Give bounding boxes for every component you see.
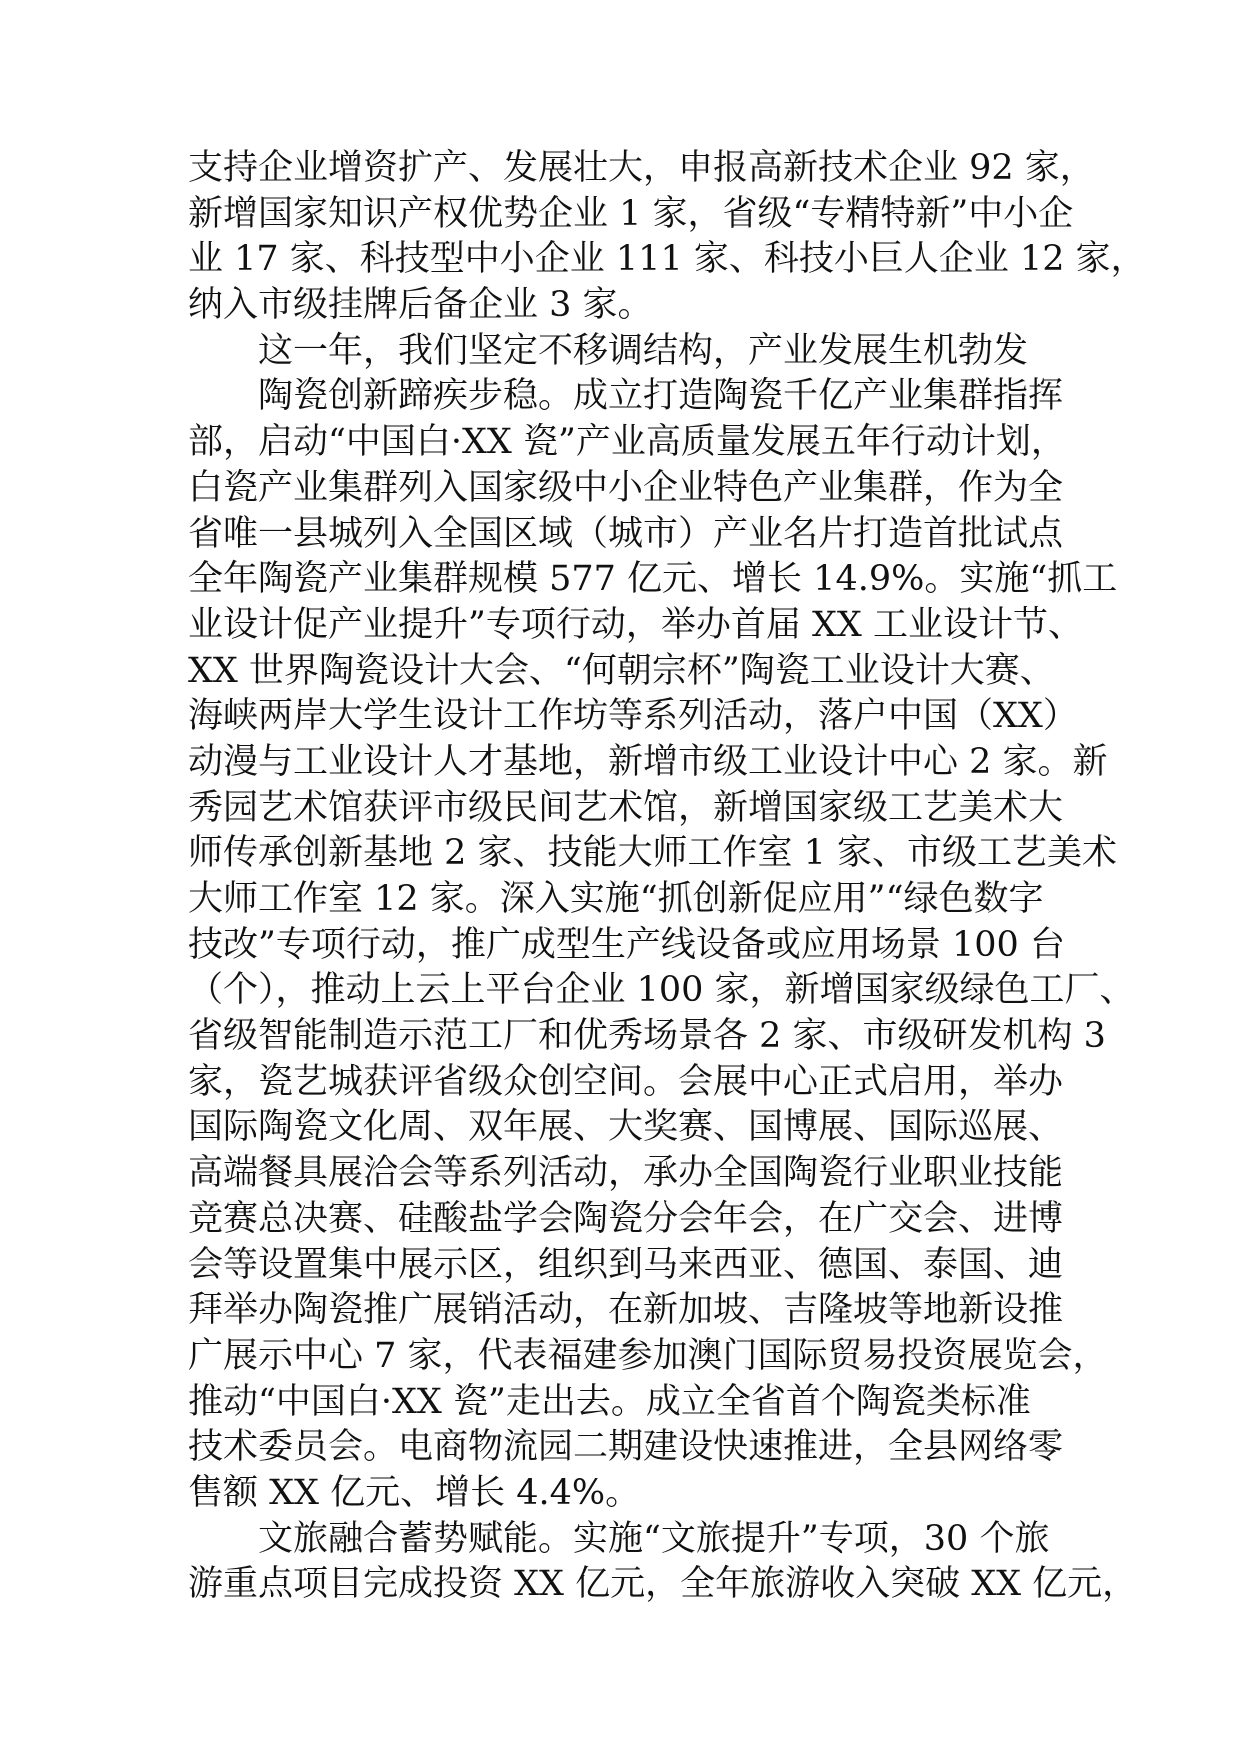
document-body — [188, 146, 1146, 1608]
text-line: 业 17 家、科技型中小企业 111 家、科技小巨人企业 12 家， — [188, 239, 1146, 280]
text-line: 会等设置集中展示区，组织到马来西亚、德国、泰国、迪 — [188, 1244, 1064, 1285]
text-line: 大师工作室 12 家。深入实施“抓创新促应用”“绿色数字 — [188, 879, 1044, 919]
text-line: 秀园艺术馆获评市级民间艺术馆，新增国家级工艺美术大 — [188, 787, 1064, 828]
text-line: 拜举办陶瓷推广展销活动，在新加坡、吉隆坡等地新设推 — [188, 1290, 1064, 1331]
text-line: 业设计促产业提升”专项行动，举办首届 XX 工业设计节、 — [188, 604, 1083, 645]
text-line: 推动“中国白·XX 瓷”走出去。成立全省首个陶瓷类标准 — [188, 1381, 1031, 1422]
text-line: 广展示中心 7 家，代表福建参加澳门国际贸易投资展览会， — [188, 1335, 1108, 1376]
text-line: 文旅融合蓄势赋能。实施“文旅提升”专项，30 个旅 — [258, 1518, 1050, 1559]
text-line: 售额 XX 亿元、增长 4.4%。 — [188, 1472, 641, 1513]
text-line: 国际陶瓷文化周、双年展、大奖赛、国博展、国际巡展、 — [188, 1107, 1064, 1148]
text-line: 省级智能制造示范工厂和优秀场景各 2 家、市级研发机构 3 — [188, 1016, 1106, 1057]
text-line: 省唯一县城列入全国区域（城市）产业名片打造首批试点 — [188, 513, 1064, 554]
text-line: 师传承创新基地 2 家、技能大师工作室 1 家、市级工艺美术 — [188, 833, 1118, 874]
text-line: 游重点项目完成投资 XX 亿元，全年旅游收入突破 XX 亿元， — [188, 1564, 1138, 1605]
text-line: 技术委员会。电商物流园二期建设快速推进，全县网络零 — [188, 1427, 1064, 1468]
text-line: 白瓷产业集群列入国家级中小企业特色产业集群，作为全 — [188, 467, 1064, 508]
text-line: 纳入市级挂牌后备企业 3 家。 — [188, 285, 653, 326]
text-line: 新增国家知识产权优势企业 1 家，省级“专精特新”中小企 — [188, 193, 1074, 234]
text-line: 海峡两岸大学生设计工作坊等系列活动，落户中国（XX） — [188, 696, 1078, 737]
text-line: 高端餐具展洽会等系列活动，承办全国陶瓷行业职业技能 — [188, 1153, 1064, 1194]
text-line: 全年陶瓷产业集群规模 577 亿元、增长 14.9%。实施“抓工 — [188, 559, 1118, 600]
text-line: 这一年，我们坚定不移调结构，产业发展生机勃发 — [258, 330, 1029, 371]
text-line: （个），推动上云上平台企业 100 家，新增国家级绿色工厂、 — [188, 970, 1135, 1011]
text-line: XX 世界陶瓷设计大会、“何朝宗杯”陶瓷工业设计大赛、 — [188, 650, 1055, 691]
text-line: 支持企业增资扩产、发展壮大，申报高新技术企业 92 家， — [188, 148, 1095, 188]
text-line: 竞赛总决赛、硅酸盐学会陶瓷分会年会，在广交会、进博 — [188, 1198, 1064, 1239]
text-line: 技改”专项行动，推广成型生产线设备或应用场景 100 台 — [188, 924, 1065, 965]
text-line: 部，启动“中国白·XX 瓷”产业高质量发展五年行动计划， — [188, 422, 1066, 463]
text-line: 动漫与工业设计人才基地，新增市级工业设计中心 2 家。新 — [188, 741, 1108, 782]
text-line: 家，瓷艺城获评省级众创空间。会展中心正式启用，举办 — [188, 1061, 1064, 1102]
text-line: 陶瓷创新蹄疾步稳。成立打造陶瓷千亿产业集群指挥 — [258, 376, 1064, 417]
